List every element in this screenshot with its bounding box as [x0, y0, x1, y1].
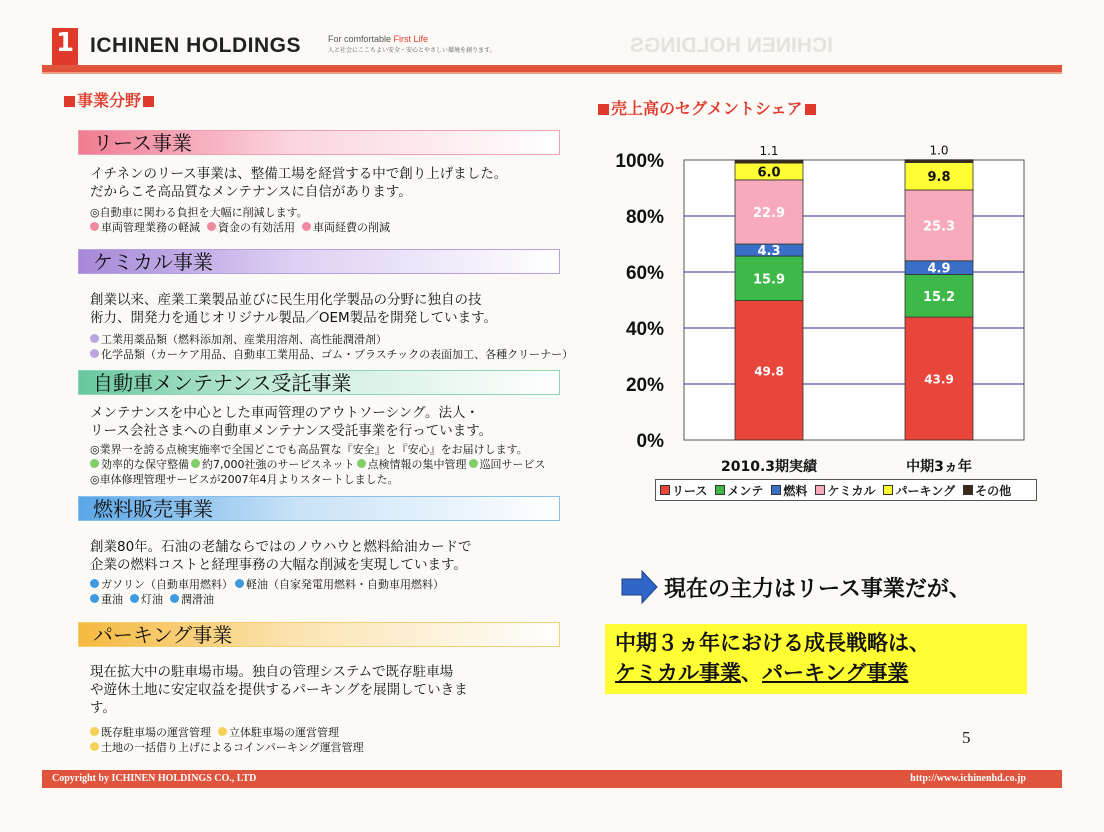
bar-segment: [905, 160, 973, 163]
legend-swatch: [963, 485, 973, 495]
blue-dot-icon: [90, 579, 99, 588]
x-tick-label: 2010.3期実績: [720, 459, 818, 475]
chart-legend: [655, 479, 1037, 501]
legend-item: [660, 482, 707, 499]
company-name: ICHINEN HOLDINGS: [90, 34, 302, 57]
left-section-title: [62, 88, 156, 111]
legend-label: その他: [975, 483, 1012, 498]
lease-bullet: 資金の有効活用: [218, 221, 295, 234]
parking-bullets: [90, 725, 364, 755]
legend-item: [963, 482, 1011, 499]
legend-label: 燃料: [783, 483, 808, 498]
fuel-desc: [90, 538, 472, 574]
tagline: [328, 34, 496, 56]
legend-swatch: [815, 485, 825, 495]
chemical-desc: [90, 291, 497, 327]
legend-label: メンテ: [727, 483, 764, 498]
maintenance-bullets: [90, 442, 546, 487]
footer-url[interactable]: http://www.ichinenhd.co.jp: [910, 773, 1026, 784]
square-bullet-icon: [598, 104, 609, 115]
lease-bullets: [90, 205, 390, 235]
maintenance-desc-line: リース会社さまへの自動車メンテナンス受託事業を行っています。: [90, 423, 493, 439]
tagline-sub: 人と社会にここちよい安全・安心とやさしい環境を創ります。: [328, 48, 496, 54]
legend-swatch: [715, 485, 725, 495]
green-dot-icon: [357, 459, 366, 468]
legend-label: パーキング: [895, 483, 956, 498]
data-label: 15.2: [922, 289, 956, 305]
fuel-bullet: 潤滑油: [181, 593, 214, 606]
callout-sep: 、: [741, 661, 762, 685]
parking-desc-line: 現在拡大中の駐車場市場。独自の管理システムで既存駐車場: [90, 664, 454, 680]
lease-bullet: 車両管理業務の軽減: [101, 221, 200, 234]
banner-chemical: ケミカル事業: [78, 249, 560, 274]
maintenance-bullet: 巡回サービス: [479, 458, 546, 471]
fuel-bullet: ガソリン（自動車用燃料）: [101, 578, 233, 591]
blue-dot-icon: [90, 594, 99, 603]
maintenance-desc-line: メンテナンスを中心とした車両管理のアウトソーシング。法人・: [90, 405, 480, 421]
y-tick-label: 100%: [615, 151, 664, 172]
strategy-callout: [605, 624, 1027, 694]
lease-desc-line: だからこそ高品質なメンテナンスに自信があります。: [90, 184, 412, 200]
right-title-text: 売上高のセグメントシェア: [611, 99, 803, 118]
y-tick-label: 20%: [625, 375, 664, 396]
left-title-text: 事業分野: [77, 91, 142, 110]
fuel-bullets: [90, 577, 444, 607]
fuel-bullet: 灯油: [141, 593, 163, 606]
callout-line-1: 中期３ヵ年における成長戦略は、: [615, 631, 930, 655]
data-label: 43.9: [924, 372, 954, 387]
parking-bullet: 既存駐車場の運営管理: [101, 726, 211, 739]
y-tick-label: 80%: [625, 207, 664, 228]
callout-chemical: ケミカル事業: [615, 661, 741, 685]
ghost-watermark-text: ICHINEN HOLDINGS: [630, 34, 834, 57]
banner-parking: パーキング事業: [78, 622, 560, 647]
tagline-a: For comfortable: [328, 34, 394, 44]
data-label: 1.0: [929, 143, 949, 158]
bar-segment: [735, 160, 803, 163]
chemical-bullet: 化学品類（カーケア用品、自動車工業用品、ゴム・プラスチックの表面加工、各種クリーナー）: [101, 348, 574, 361]
fuel-bullet: 軽油（自家発電用燃料・自動車用燃料）: [246, 578, 444, 591]
lease-bullet: 車両経費の削減: [313, 221, 390, 234]
page-number: 5: [962, 728, 971, 747]
header-divider: [42, 65, 1062, 72]
pink-dot-icon: [302, 222, 311, 231]
maintenance-note: ◎車体修理管理サービスが2007年4月よりスタートしました。: [90, 473, 399, 486]
chemical-bullets: [90, 332, 573, 362]
callout-parking: パーキング事業: [762, 661, 909, 685]
purple-dot-icon: [90, 349, 99, 358]
fuel-bullet: 重油: [101, 593, 123, 606]
square-bullet-icon: [805, 104, 816, 115]
segment-share-chart: [600, 138, 1040, 478]
yellow-dot-icon: [90, 727, 99, 736]
legend-item: [771, 482, 807, 499]
blue-dot-icon: [235, 579, 244, 588]
right-arrow-icon: [620, 570, 658, 604]
green-dot-icon: [191, 459, 200, 468]
maintenance-bullet: 約7,000社強のサービスネット: [202, 458, 355, 471]
legend-item: [715, 482, 763, 499]
data-label: 9.8: [927, 170, 951, 186]
yellow-dot-icon: [90, 742, 99, 751]
green-dot-icon: [90, 459, 99, 468]
data-label: 6.0: [757, 165, 781, 181]
banner-maintenance: 自動車メンテナンス受託事業: [78, 370, 560, 395]
pink-dot-icon: [207, 222, 216, 231]
maintenance-desc: [90, 404, 492, 440]
maintenance-bullet: 点検情報の集中管理: [367, 458, 467, 471]
chemical-bullet: 工業用薬品類（燃料添加剤、産業用溶剤、高性能潤滑剤）: [101, 333, 387, 346]
data-label: 15.9: [752, 272, 786, 288]
data-label: 49.8: [754, 364, 784, 379]
y-tick-label: 0%: [636, 431, 664, 452]
legend-label: リース: [672, 483, 708, 498]
lease-note: ◎自動車に関わる負担を大幅に削減します。: [90, 206, 308, 219]
legend-item: [883, 482, 955, 499]
chemical-desc-line: 創業以来、産業工業製品並びに民生用化学製品の分野に独自の技: [90, 292, 482, 308]
y-tick-label: 60%: [625, 263, 664, 284]
maintenance-note: ◎業界一を誇る点検実施率で全国どこでも高品質な『安全』と『安心』をお届けします。: [90, 443, 528, 456]
lease-desc-line: イチネンのリース事業は、整備工場を経営する中で創り上げました。: [90, 166, 508, 182]
data-label: 22.9: [752, 205, 786, 221]
parking-desc: [90, 663, 468, 717]
banner-lease: リース事業: [78, 130, 560, 155]
parking-desc-line: す。: [90, 700, 116, 716]
yellow-dot-icon: [218, 727, 227, 736]
legend-swatch: [660, 485, 670, 495]
fuel-desc-line: 企業の燃料コストと経理事務の大幅な削減を実現しています。: [90, 557, 467, 573]
parking-bullet: 立体駐車場の運営管理: [229, 726, 339, 739]
square-bullet-icon: [64, 96, 75, 107]
footer-bar: [42, 770, 1062, 788]
parking-bullet: 土地の一括借り上げによるコインパーキング運営管理: [101, 741, 364, 754]
legend-swatch: [883, 485, 893, 495]
header-divider-shadow: [42, 72, 1062, 74]
data-label: 4.9: [927, 261, 951, 277]
lease-desc: [90, 165, 507, 201]
copyright-text: Copyright by ICHINEN HOLDINGS CO., LTD: [52, 773, 257, 784]
banner-fuel: 燃料販売事業: [78, 496, 560, 521]
y-tick-label: 40%: [625, 319, 664, 340]
tagline-b: First Life: [393, 34, 429, 44]
arrow-statement: [620, 570, 971, 604]
legend-item: [815, 482, 875, 499]
fuel-desc-line: 創業80年。石油の老舗ならではのノウハウと燃料給油カードで: [90, 539, 472, 555]
legend-label: ケミカル: [827, 483, 876, 498]
company-logo: 1: [52, 28, 78, 62]
parking-desc-line: や遊休土地に安定収益を提供するパーキングを展開していきま: [90, 682, 468, 698]
right-section-title: [596, 96, 818, 119]
blue-dot-icon: [130, 594, 139, 603]
callout-line-2: [615, 658, 1017, 688]
maintenance-bullet: 効率的な保守整備: [101, 458, 189, 471]
arrow-statement-text: 現在の主力はリース事業だが、: [664, 576, 971, 602]
pink-dot-icon: [90, 222, 99, 231]
data-label: 4.3: [757, 244, 781, 260]
data-label: 25.3: [922, 219, 956, 235]
chemical-desc-line: 術力、開発力を通じオリジナル製品／OEM製品を開発しています。: [90, 310, 498, 326]
blue-dot-icon: [170, 594, 179, 603]
square-bullet-icon: [143, 96, 154, 107]
purple-dot-icon: [90, 334, 99, 343]
x-tick-label: 中期3ヵ年: [906, 459, 972, 475]
data-label: 1.1: [759, 144, 779, 158]
green-dot-icon: [469, 459, 478, 468]
legend-swatch: [771, 485, 781, 495]
